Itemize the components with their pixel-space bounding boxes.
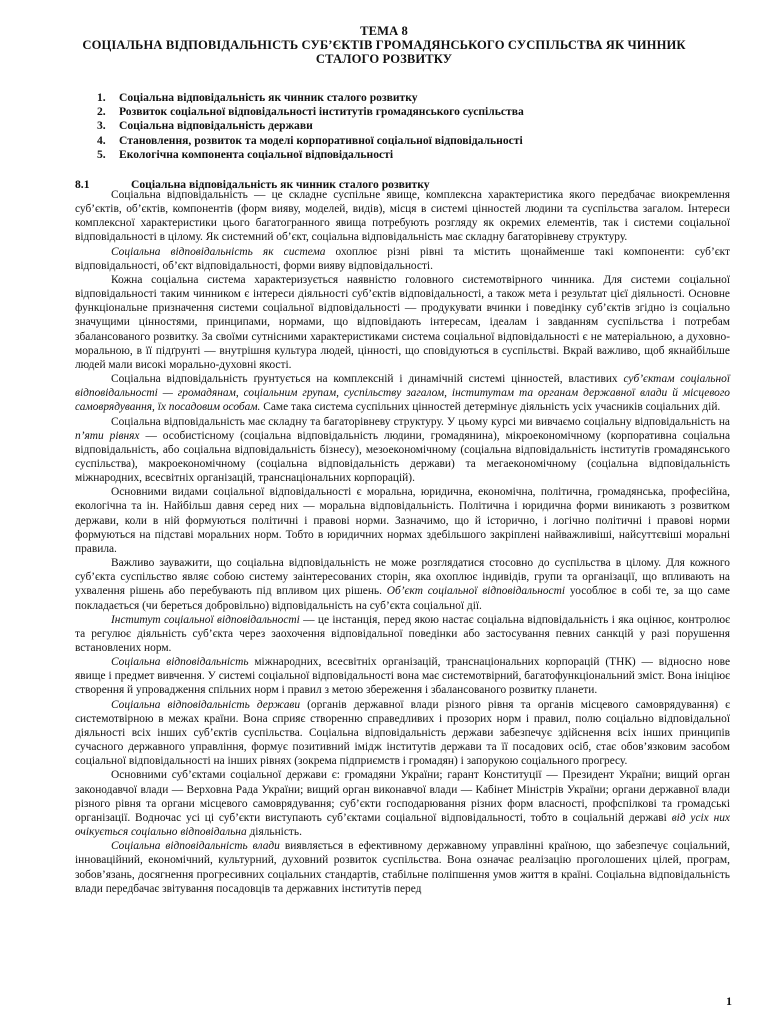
body-paragraph	[75, 698, 730, 769]
body-paragraph	[75, 768, 730, 839]
emphasis-text: суб’єктам соціальної відповідальності — громадянам, соціальним групам, суспільству загалом, інститутам та органам державної влади й місцевого самоврядування, їх посадовим особам.	[75, 373, 730, 414]
paragraph-text: Важливо зауважити, що соціальна відповідальність не може розглядатися стосовно до суспільства в цілому. Для кожного суб’єкта суспільство являє собою систему заінтересованих сторін, яка охоплює індивідів, групи та організації, що впливають на ухвалення рішень або перебувають під впливом цих рішень.	[75, 557, 730, 598]
paragraph-text: уособлює в собі те, за що саме покладається (чи береться добровільно) відповідальність на суб’єкта соціальної дії.	[75, 585, 730, 612]
emphasis-text: Соціальна відповідальність влади	[111, 840, 280, 853]
title-line-1: СОЦІАЛЬНА ВІДПОВІДАЛЬНІСТЬ СУБ’ЄКТІВ ГРОМАДЯНСЬКОГО СУСПІЛЬСТВА ЯК ЧИННИК	[82, 38, 686, 52]
body-paragraph	[75, 655, 730, 697]
table-of-contents	[97, 91, 717, 162]
paragraph-text: міжнародних, всесвітніх організацій, транснаціональних корпорацій (ТНК) — відносно нове явище і предмет вивчення. У системі соціальної відповідальності вона має системотвірний, багатофункціональний зміст. Вона ініціює створення й упровадження спільних норм і правил з метою збереження і збалансованого розвитку планети.	[75, 656, 731, 697]
toc-item-label: Соціальна відповідальність держави	[119, 119, 313, 133]
body-paragraph	[75, 245, 730, 273]
paragraph-text: Саме така система суспільних цінностей детермінує діяльність усіх учасників соціальних дій.	[260, 401, 721, 414]
emphasis-text: п’яти рівнях	[75, 429, 140, 442]
page-number: 1	[726, 994, 732, 1008]
emphasis-text: Інститут соціальної відповідальності	[111, 613, 300, 626]
toc-item-label: Становлення, розвиток та моделі корпоративної соціальної відповідальності	[119, 133, 523, 147]
toc-item-number: 2.	[97, 105, 106, 119]
section-title: Соціальна відповідальність як чинник сталого розвитку	[131, 178, 430, 191]
body-paragraph	[75, 188, 730, 245]
paragraph-text: охоплює різні рівні та містить щонайменше такі компоненти: суб’єкт відповідальності, об’єкт відповідальності, форми вияву відповідальності.	[75, 245, 730, 272]
paragraph-text: Соціальна відповідальність має складну та багаторівневу структуру. У цьому курсі ми вивчаємо соціальну відповідальність на	[111, 415, 730, 428]
toc-item-label: Соціальна відповідальність як чинник сталого розвитку	[119, 91, 418, 104]
paragraph-text: — особистісному (соціальна відповідальність людини, громадянина), мікроекономічному (корпоративна соціальна відповідальність, або соціальна відповідальність бізнесу), мезоекономічному (соціальна відповідальність інститутів громадянського суспільства), макроекономічному (соціальна відповідальність держави) та мегаекономічному (соціальна відповідальність міжнародних, всесвітніх організацій, транснаціональних корпорацій).	[75, 429, 730, 485]
paragraph-text: Кожна соціальна система характеризується наявністю головного системотвірного чинника. Для системи соціальної відповідальності таким чинником є інтереси діяльності суб’єктів відповідальності, а також мета і результат цієї діяльності. Основне функціональне призначення системи соціальної відповідальності — продукувати вчинки і поведінку суб’єктів згідно із соціально значущими цінностями, принципами, нормами, що відповідають інтересам, ідеалам і завданням суспільства і потребам збалансованого розвитку. За своїми сутнісними характеристиками система соціальної відповідальності є не матеріальною, а духовно-моральною, в її підґрунті — внутрішня культура людей, цінності, що сповідуються в суспільстві. Вкрай важливо, щоб якнайбільше людей мали високі морально-духовні якості.	[75, 273, 730, 371]
body-paragraph	[75, 372, 730, 414]
paragraph-text: Соціальна відповідальність ґрунтується на комплексній і динамічній системі цінностей, властивих	[111, 373, 624, 386]
emphasis-text: Об’єкт соціальної відповідальності	[386, 585, 566, 598]
body-text	[75, 188, 730, 896]
emphasis-text: Соціальна відповідальність як система	[111, 245, 326, 258]
paragraph-text: Основними суб’єктами соціальної держави є: громадяни України; гарант Конституції — Президент України; вищий орган законодавчої влади — Верховна Рада України; вищий орган виконавчої влади — Кабінет Міністрів України; органи державної влади різного рівня та органи місцевого самоврядування; суб’єкти господарювання різних форм власності, профспілкові та громадські організації. Водночас усі ці суб’єкти виступають суб’єктами соціальної відповідальності, тобто в соціальній державі	[75, 769, 730, 824]
toc-item	[97, 105, 717, 119]
toc-item-number: 5.	[97, 147, 106, 161]
document-header	[0, 24, 768, 66]
toc-item	[97, 134, 717, 148]
topic-label: ТЕМА 8	[360, 24, 408, 38]
toc-item-label: Екологічна компонента соціальної відповідальності	[119, 147, 394, 161]
toc-item-label: Розвиток соціальної відповідальності інститутів громадянського суспільства	[119, 105, 524, 119]
body-paragraph	[75, 839, 730, 896]
body-paragraph	[75, 415, 730, 486]
body-paragraph	[75, 556, 730, 613]
emphasis-text: Соціальна відповідальність держави	[111, 698, 301, 711]
paragraph-text: Основними видами соціальної відповідальності є моральна, юридична, економічна, політична, громадянська, професійна, екологічна та ін. Найбільш давня серед них — моральна відповідальність. Політична і юридична форми виникають з розвитком держави, коли в ній формуються політичні і правові норми. Зазначимо, що й історично, і логічно політичні і правові норми формуються на підставі моральних норм. Тобто в юридичних нормах здебільшого закріплені найважливіші, найсуттєвіші моральні правила.	[75, 486, 730, 555]
paragraph-text: (органів державної влади різного рівня та органів місцевого самоврядування) є системотвірною в межах країни. Вона сприяє створенню справедливих і прозорих норм і правил, полю соціально відповідальної діяльності всіх інших суб’єктів суспільства. Соціальна відповідальність держави забезпечує здійснення всіх інших принципів сучасного державного управління, формує позитивний імідж інститутів держави та її посадових осіб, стає обов’язковим засобом соціальної відповідальності на інших рівнях (зокрема підприємств і громадян) і запорукою соціального прогресу.	[75, 698, 730, 768]
toc-item-number: 1.	[97, 91, 106, 104]
paragraph-text: виявляється в ефективному державному управлінні країною, що забезпечує соціальний, інноваційний, економічний, культурний, духовний розвиток суспільства. Вона означає реалізацію проголошених цілей, програм, зобов’язань, досягнення прогресивних соціальних стандартів, стабільне поліпшення умов життя в країні. Соціальна відповідальність влади передбачає звітування посадовців та державних інститутів перед	[75, 840, 730, 895]
toc-item-number: 3.	[97, 119, 106, 133]
paragraph-text: діяльність.	[246, 826, 302, 839]
toc-item-number: 4.	[97, 133, 106, 147]
paragraph-text: Соціальна відповідальність — це складне суспільне явище, комплексна характеристика якого передбачає виокремлення суб’єктів, об’єктів, компонентів (форм вияву, моделей, видів), місця в системі цінностей людини та суспільства загалом. Інтереси комплексної характеристики цього багатогранного явища потребують розгляду як окремих елементів, так і системи соціальної відповідальності в цілому. Як системний об’єкт, соціальна відповідальність має складну багаторівневу структуру.	[75, 189, 730, 244]
body-paragraph	[75, 273, 730, 372]
section-number: 8.1	[75, 178, 90, 191]
toc-item	[97, 148, 717, 162]
body-paragraph	[75, 613, 730, 655]
paragraph-text: — це інстанція, перед якою настає соціальна відповідальність і яка оцінює, контролює та регулює діяльність суб’єкта через заохочення відповідальної поведінки або застосування певних санкцій у разі порушення встановлених норм.	[75, 613, 731, 654]
emphasis-text: Соціальна відповідальність	[111, 656, 249, 669]
title-line-2: СТАЛОГО РОЗВИТКУ	[315, 52, 453, 66]
toc-item	[97, 119, 717, 133]
body-paragraph	[75, 485, 730, 556]
emphasis-text: від усіх них очікується соціально відповідальна	[75, 811, 730, 839]
toc-item	[97, 91, 717, 105]
